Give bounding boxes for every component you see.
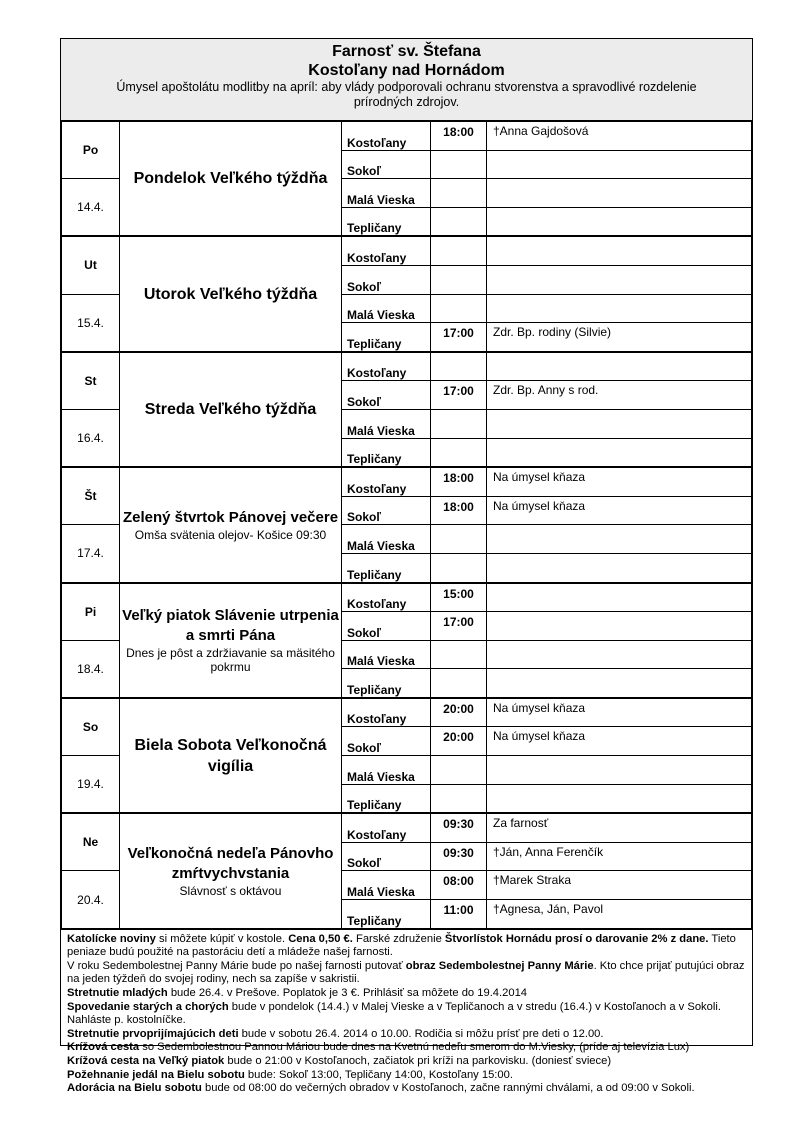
schedule-row [62, 352, 752, 381]
announcement-text: so Sedembolestnou Pannou Máriou bude dnes na Kvetnú nedeľu smerom do M.Viesky, (príde aj televízia Lux) [139, 1041, 690, 1054]
mass-time [431, 236, 487, 265]
mass-intention [487, 294, 752, 323]
announcement-text: Farské združenie [352, 932, 445, 945]
mass-intention: †Anna Gajdošová [487, 122, 752, 151]
day-title: Biela Sobota Veľkonočná vigília [134, 736, 327, 775]
mass-schedule-table [61, 121, 752, 929]
announcement-item [67, 1001, 746, 1028]
place-name: Sokoľ [342, 612, 431, 641]
announcement-text: V roku Sedembolestnej Panny Márie bude po našej farnosti putovať [67, 959, 406, 972]
mass-time: 18:00 [431, 467, 487, 496]
mass-time: 20:00 [431, 727, 487, 756]
mass-time [431, 438, 487, 467]
place-name: Kostoľany [342, 698, 431, 727]
mass-intention [487, 438, 752, 467]
place-name: Tepličany [342, 553, 431, 582]
announcement-item [67, 987, 746, 1001]
place-name: Sokoľ [342, 727, 431, 756]
mass-time [431, 669, 487, 698]
day-abbr: St [62, 352, 120, 410]
announcements [61, 929, 752, 1096]
day-title: Veľkonočná nedeľa Pánovho zmŕtvychvstania [127, 844, 334, 882]
announcement-text: bude v sobotu 26.4. 2014 o 10.00. Rodičia si môžu prísť pre deti o 12.00. [238, 1027, 604, 1040]
mass-intention [487, 265, 752, 294]
mass-intention: Za farnosť [487, 813, 752, 842]
mass-intention [487, 352, 752, 381]
mass-intention [487, 756, 752, 785]
announcement-text: bude: Sokoľ 13:00, Tepličany 14:00, Kostoľany 15:00. [244, 1068, 513, 1081]
announcement-text: bude od 08:00 do večerných obradov v Kostoľanoch, začne rannými chválami, a od 09:00 v Sokoli. [201, 1082, 695, 1095]
announcement-bold-text: Štvorlístok Hornádu prosí o darovanie 2% z dane. [444, 932, 709, 945]
mass-intention [487, 784, 752, 813]
announcement-item [67, 1055, 746, 1069]
mass-time [431, 784, 487, 813]
mass-time: 09:30 [431, 813, 487, 842]
announcement-bold-text: Požehnanie jedál na Bielu sobotu [67, 1068, 245, 1081]
mass-time [431, 150, 487, 179]
day-title: Utorok Veľkého týždňa [143, 285, 318, 303]
mass-intention: †Ján, Anna Ferenčík [487, 842, 752, 871]
mass-intention [487, 150, 752, 179]
place-name: Sokoľ [342, 150, 431, 179]
schedule-row [62, 236, 752, 265]
day-abbr: Pi [62, 583, 120, 641]
mass-intention: †Agnesa, Ján, Pavol [487, 900, 752, 929]
parish-name: Farnosť sv. Štefana [332, 43, 481, 60]
day-abbr: Ne [62, 813, 120, 871]
place-name: Sokoľ [342, 265, 431, 294]
day-date: 16.4. [62, 409, 120, 467]
schedule-row [62, 467, 752, 496]
mass-intention [487, 583, 752, 612]
day-abbr: Ut [62, 236, 120, 294]
announcement-item [67, 1028, 746, 1042]
mass-time [431, 640, 487, 669]
day-abbr: Po [62, 122, 120, 179]
mass-intention [487, 207, 752, 236]
mass-intention: Na úmysel kňaza [487, 727, 752, 756]
mass-intention: †Marek Straka [487, 871, 752, 900]
mass-intention: Zdr. Bp. rodiny (Silvie) [487, 323, 752, 352]
mass-time: 11:00 [431, 900, 487, 929]
mass-time: 17:00 [431, 381, 487, 410]
mass-intention [487, 612, 752, 641]
mass-time: 18:00 [431, 122, 487, 151]
announcement-text: bude o 21:00 v Kostoľanoch, začiatok pri kríži na parkovisku. (doniesť sviece) [224, 1054, 612, 1067]
mass-intention: Zdr. Bp. Anny s rod. [487, 381, 752, 410]
day-date: 14.4. [62, 179, 120, 237]
schedule-sheet [60, 38, 753, 1095]
day-title-cell [120, 698, 342, 813]
mass-intention [487, 409, 752, 438]
schedule-row [62, 122, 752, 151]
mass-time: 17:00 [431, 323, 487, 352]
announcement-text: si môžete kúpiť v kostole. [155, 932, 289, 945]
announcement-bold-text: Adorácia na Bielu sobotu [67, 1082, 202, 1095]
place-name: Sokoľ [342, 496, 431, 525]
place-name: Kostoľany [342, 352, 431, 381]
mass-intention [487, 236, 752, 265]
prayer-intention: Úmysel apoštolátu modlitby na apríl: aby vlády podporovali ochranu stvorenstva a spravodlivé rozdelenie prírodných zdrojov. [116, 80, 697, 109]
day-subtitle: Omša svätenia olejov- Košice 09:30 [134, 527, 327, 542]
mass-intention [487, 669, 752, 698]
place-name: Tepličany [342, 323, 431, 352]
day-subtitle: Dnes je pôst a zdržiavanie sa mäsitého pokrmu [126, 646, 335, 675]
mass-intention [487, 179, 752, 208]
place-name: Malá Vieska [342, 525, 431, 554]
day-title-cell [120, 122, 342, 237]
mass-time [431, 756, 487, 785]
place-name: Malá Vieska [342, 179, 431, 208]
mass-time: 17:00 [431, 612, 487, 641]
day-subtitle: Slávnosť s oktávou [179, 883, 282, 898]
town-name: Kostoľany nad Hornádom [308, 62, 505, 79]
day-title-cell [120, 236, 342, 351]
mass-time [431, 265, 487, 294]
mass-intention [487, 553, 752, 582]
announcement-text: . Kto chce prijať putujúci obraz na jeden týždeň do svojej rodiny, nech sa zapíše v sakristii. [67, 959, 745, 986]
schedule-row [62, 698, 752, 727]
day-title-cell [120, 583, 342, 698]
mass-intention: Na úmysel kňaza [487, 698, 752, 727]
announcement-item [67, 960, 746, 987]
mass-time [431, 207, 487, 236]
day-title: Veľký piatok Slávenie utrpenia a smrti Pána [122, 607, 339, 645]
announcement-bold-text: Stretnutie mladých [67, 987, 168, 999]
announcement-bold-text: Spovedanie starých a chorých [67, 1000, 229, 1013]
place-name: Tepličany [342, 784, 431, 813]
mass-intention: Na úmysel kňaza [487, 467, 752, 496]
place-name: Kostoľany [342, 467, 431, 496]
announcement-bold-text: Krížová cesta na Veľký piatok [67, 1054, 225, 1067]
mass-time [431, 352, 487, 381]
announcement-text: Tieto peniaze budú použité na pastoráciu detí a mládeže našej farnosti. [67, 932, 736, 959]
place-name: Kostoľany [342, 122, 431, 151]
place-name: Malá Vieska [342, 871, 431, 900]
day-date: 18.4. [62, 640, 120, 698]
mass-time [431, 294, 487, 323]
place-name: Tepličany [342, 207, 431, 236]
mass-intention [487, 525, 752, 554]
day-date: 17.4. [62, 525, 120, 583]
day-date: 20.4. [62, 871, 120, 928]
mass-time [431, 525, 487, 554]
mass-intention: Na úmysel kňaza [487, 496, 752, 525]
day-title-cell [120, 467, 342, 582]
day-date: 15.4. [62, 294, 120, 352]
day-title: Streda Veľkého týždňa [144, 400, 317, 418]
place-name: Malá Vieska [342, 409, 431, 438]
day-abbr: Št [62, 467, 120, 525]
announcement-item [67, 933, 746, 960]
place-name: Sokoľ [342, 842, 431, 871]
mass-time [431, 409, 487, 438]
place-name: Kostoľany [342, 583, 431, 612]
header [61, 39, 752, 121]
place-name: Sokoľ [342, 381, 431, 410]
place-name: Kostoľany [342, 236, 431, 265]
announcement-text: bude 26.4. v Prešove. Poplatok je 3 €. Prihlásiť sa môžete do 19.4.2014 [167, 987, 528, 999]
mass-time [431, 179, 487, 208]
schedule-row [62, 583, 752, 612]
announcement-item [67, 1069, 746, 1083]
announcement-text: bude v pondelok (14.4.) v Malej Vieske a v Tepličanoch a v stredu (16.4.) v Kostoľanoch a v Sokoli. Nahláste p. kostolníčke. [67, 1000, 721, 1027]
mass-time: 09:30 [431, 842, 487, 871]
mass-time: 15:00 [431, 583, 487, 612]
announcement-bold-text: obraz Sedembolestnej Panny Márie [405, 959, 594, 972]
announcement-bold-text: Stretnutie prvoprijímajúcich deti [67, 1027, 239, 1040]
announcement-bold-text: Katolícke noviny [67, 932, 156, 945]
mass-time [431, 553, 487, 582]
day-title: Pondelok Veľkého týždňa [133, 170, 328, 188]
mass-time: 08:00 [431, 871, 487, 900]
mass-intention [487, 640, 752, 669]
announcement-bold-text: Cena 0,50 €. [288, 932, 353, 945]
day-abbr: So [62, 698, 120, 756]
place-name: Tepličany [342, 900, 431, 929]
mass-time: 18:00 [431, 496, 487, 525]
announcement-bold-text: Krížová cesta [67, 1041, 140, 1054]
place-name: Tepličany [342, 669, 431, 698]
place-name: Malá Vieska [342, 756, 431, 785]
place-name: Kostoľany [342, 813, 431, 842]
day-title-cell [120, 813, 342, 928]
place-name: Malá Vieska [342, 640, 431, 669]
day-title: Zelený štvrtok Pánovej večere [122, 508, 339, 526]
announcement-item [67, 1041, 746, 1055]
day-title-cell [120, 352, 342, 467]
place-name: Malá Vieska [342, 294, 431, 323]
announcement-item [67, 1082, 746, 1096]
place-name: Tepličany [342, 438, 431, 467]
mass-time: 20:00 [431, 698, 487, 727]
day-date: 19.4. [62, 756, 120, 814]
schedule-row [62, 813, 752, 842]
